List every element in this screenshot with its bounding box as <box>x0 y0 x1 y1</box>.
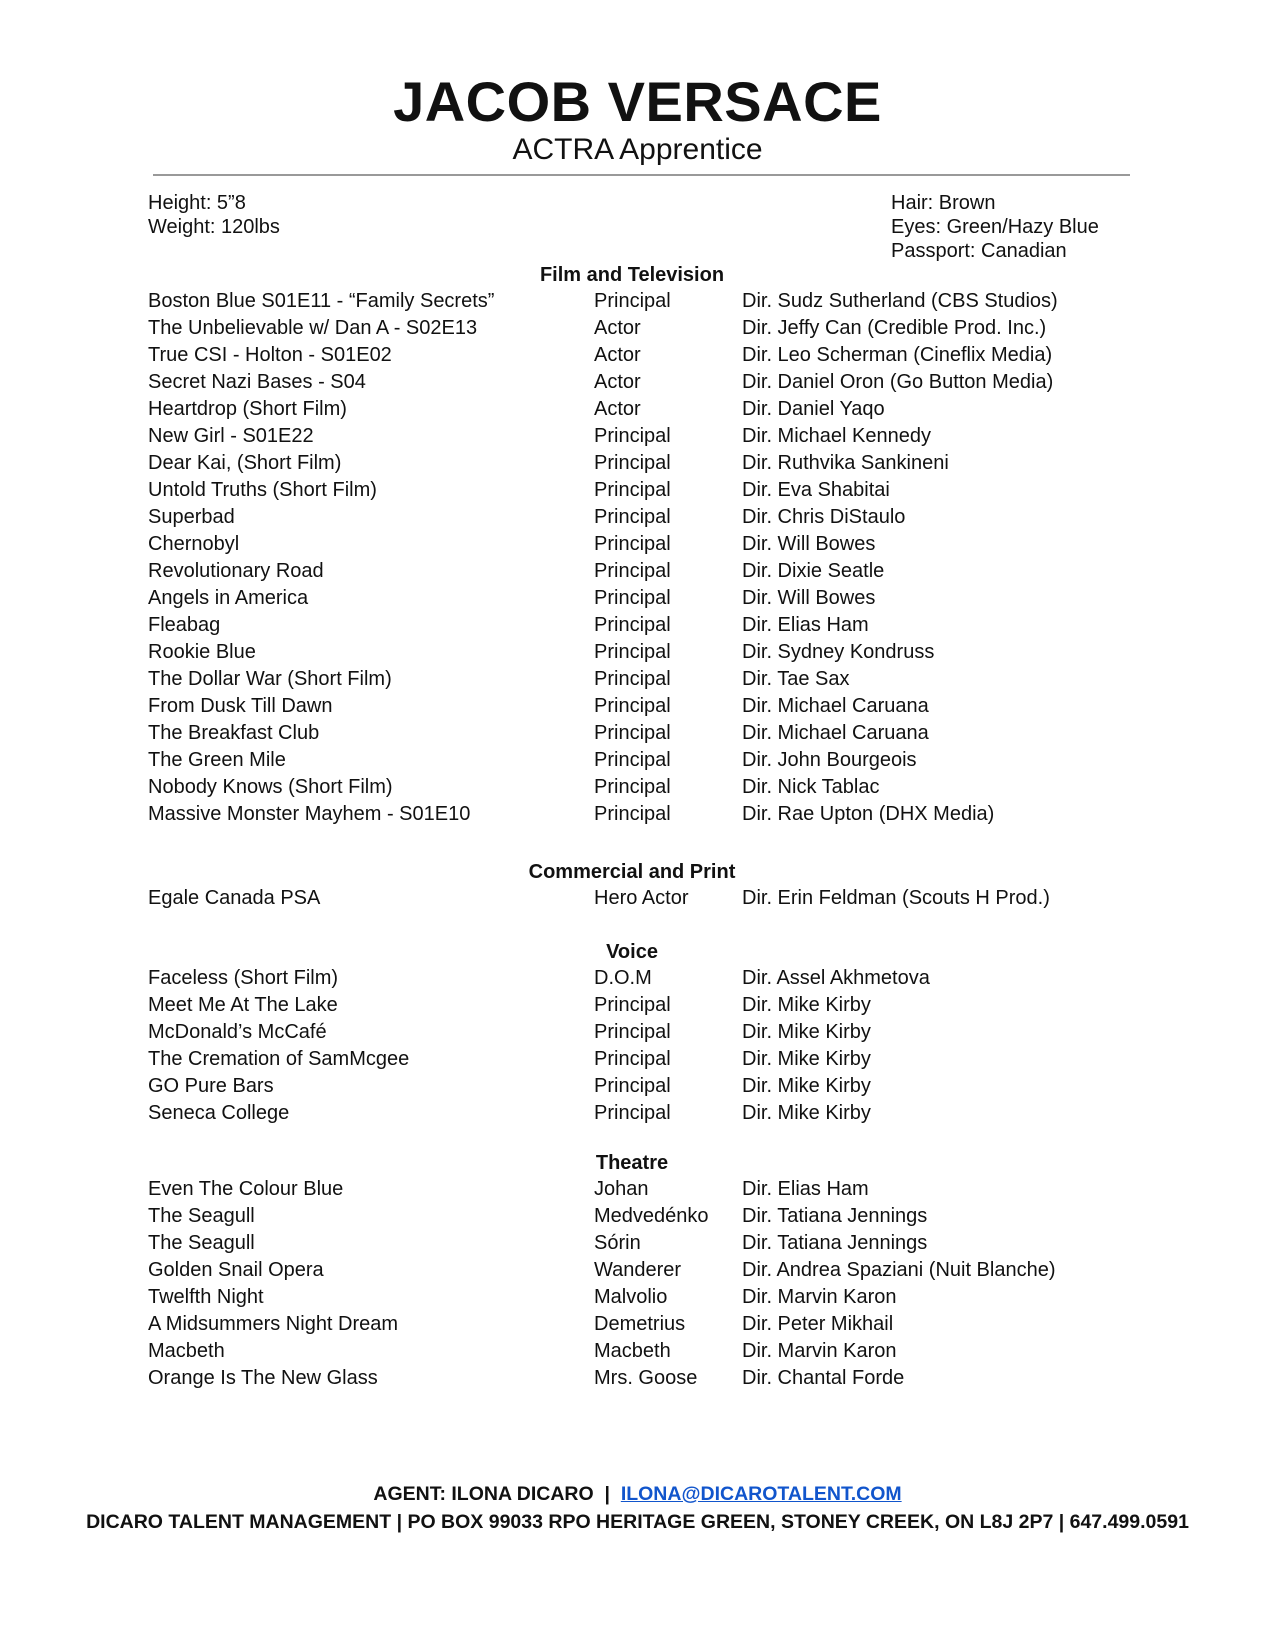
credit-title: Egale Canada PSA <box>148 887 321 909</box>
credit-row <box>148 1100 1116 1127</box>
credit-role: Actor <box>594 317 641 339</box>
credit-role: Medvedénko <box>594 1205 709 1227</box>
credit-role: Principal <box>594 533 671 555</box>
credit-role: Principal <box>594 641 671 663</box>
credit-title: A Midsummers Night Dream <box>148 1313 399 1335</box>
credit-role: Principal <box>594 425 671 447</box>
credit-row <box>148 747 1116 774</box>
credit-director: Dir. Leo Scherman (Cineflix Media) <box>742 344 1053 366</box>
hair-stat: Hair: Brown <box>891 192 996 214</box>
credit-role: Johan <box>594 1178 649 1200</box>
credit-row <box>148 639 1116 666</box>
header-divider <box>153 174 1130 176</box>
credit-row <box>148 315 1116 342</box>
credit-role: Demetrius <box>594 1313 686 1335</box>
credit-row <box>148 666 1116 693</box>
credit-role: Sórin <box>594 1232 641 1254</box>
footer-separator: | <box>604 1483 610 1505</box>
credit-role: Malvolio <box>594 1286 668 1308</box>
credit-role: Principal <box>594 560 671 582</box>
credit-director: Dir. Tae Sax <box>742 668 850 690</box>
credit-title: New Girl - S01E22 <box>148 425 314 447</box>
credit-director: Dir. Assel Akhmetova <box>742 967 930 989</box>
credit-director: Dir. Michael Caruana <box>742 695 929 717</box>
credit-title: The Cremation of SamMcgee <box>148 1048 410 1070</box>
credit-title: Nobody Knows (Short Film) <box>148 776 393 798</box>
credit-title: The Seagull <box>148 1232 255 1254</box>
credit-director: Dir. Michael Caruana <box>742 722 929 744</box>
credit-director: Dir. Daniel Yaqo <box>742 398 885 420</box>
credit-director: Dir. Tatiana Jennings <box>742 1232 928 1254</box>
credit-director: Dir. Eva Shabitai <box>742 479 890 501</box>
credit-title: Superbad <box>148 506 235 528</box>
credit-title: The Breakfast Club <box>148 722 320 744</box>
credit-role: Wanderer <box>594 1259 682 1281</box>
credit-director: Dir. Will Bowes <box>742 533 876 555</box>
credit-title: Golden Snail Opera <box>148 1259 324 1281</box>
section-voice <box>148 939 1116 1127</box>
credit-row <box>148 801 1116 828</box>
credit-title: Fleabag <box>148 614 221 636</box>
credit-row <box>148 450 1116 477</box>
credit-director: Dir. Marvin Karon <box>742 1286 897 1308</box>
credit-row <box>148 1176 1116 1203</box>
credit-role: Principal <box>594 695 671 717</box>
credit-director: Dir. Jeffy Can (Credible Prod. Inc.) <box>742 317 1047 339</box>
credit-role: Principal <box>594 776 671 798</box>
union-status: ACTRA Apprentice <box>512 133 763 166</box>
credit-role: Principal <box>594 290 671 312</box>
credit-row <box>148 1230 1116 1257</box>
credit-title: Angels in America <box>148 587 309 609</box>
credit-role: Principal <box>594 587 671 609</box>
credit-role: Mrs. Goose <box>594 1367 698 1389</box>
credit-director: Dir. Peter Mikhail <box>742 1313 894 1335</box>
credit-row <box>148 423 1116 450</box>
stats-left <box>148 191 280 239</box>
credit-role: Actor <box>594 344 641 366</box>
credit-role: Principal <box>594 506 671 528</box>
credit-row <box>148 1257 1116 1284</box>
credit-role: D.O.M <box>594 967 652 989</box>
eyes-stat: Eyes: Green/Hazy Blue <box>891 216 1099 238</box>
agent-email-link[interactable]: ILONA@DICAROTALENT.COM <box>620 1483 902 1505</box>
credit-title: Meet Me At The Lake <box>148 994 338 1016</box>
credit-row <box>148 1311 1116 1338</box>
agent-line <box>0 1480 1275 1508</box>
credit-director: Dir. Will Bowes <box>742 587 876 609</box>
credit-row <box>148 1046 1116 1073</box>
credit-row <box>148 992 1116 1019</box>
credit-title: Rookie Blue <box>148 641 256 663</box>
credit-title: McDonald’s McCafé <box>148 1021 327 1043</box>
credit-title: Faceless (Short Film) <box>148 967 339 989</box>
credit-title: Macbeth <box>148 1340 225 1362</box>
credit-director: Dir. Tatiana Jennings <box>742 1205 928 1227</box>
credit-row <box>148 531 1116 558</box>
credit-row <box>148 558 1116 585</box>
section-commercial-print <box>148 859 1116 912</box>
credit-role: Principal <box>594 1075 671 1097</box>
credit-row <box>148 585 1116 612</box>
credit-list <box>148 885 1116 912</box>
credit-title: The Dollar War (Short Film) <box>148 668 392 690</box>
credit-list <box>148 288 1116 828</box>
credit-list <box>148 1176 1116 1392</box>
credit-title: The Seagull <box>148 1205 255 1227</box>
credit-director: Dir. Andrea Spaziani (Nuit Blanche) <box>742 1259 1056 1281</box>
credit-row <box>148 612 1116 639</box>
section-title: Commercial and Print <box>528 861 736 883</box>
credit-row <box>148 1203 1116 1230</box>
credit-row <box>148 1365 1116 1392</box>
credit-role: Principal <box>594 722 671 744</box>
credit-role: Actor <box>594 371 641 393</box>
credit-director: Dir. John Bourgeois <box>742 749 917 771</box>
credit-title: Untold Truths (Short Film) <box>148 479 377 501</box>
credit-row <box>148 774 1116 801</box>
credit-row <box>148 504 1116 531</box>
credit-row <box>148 342 1116 369</box>
credit-director: Dir. Dixie Seatle <box>742 560 885 582</box>
credit-title: The Green Mile <box>148 749 286 771</box>
section-title: Voice <box>606 941 658 963</box>
passport-stat: Passport: Canadian <box>891 240 1067 262</box>
credit-director: Dir. Mike Kirby <box>742 1021 871 1043</box>
section-film-television <box>148 262 1116 828</box>
credit-director: Dir. Daniel Oron (Go Button Media) <box>742 371 1054 393</box>
credit-role: Hero Actor <box>594 887 689 909</box>
credit-row <box>148 1073 1116 1100</box>
credit-title: Orange Is The New Glass <box>148 1367 378 1389</box>
credit-title: Revolutionary Road <box>148 560 324 582</box>
credit-row <box>148 965 1116 992</box>
credit-role: Principal <box>594 749 671 771</box>
actor-name: JACOB VERSACE <box>393 70 882 133</box>
section-title: Theatre <box>595 1152 669 1174</box>
credit-role: Principal <box>594 614 671 636</box>
credit-row <box>148 1284 1116 1311</box>
credit-row <box>148 369 1116 396</box>
credit-director: Dir. Rae Upton (DHX Media) <box>742 803 995 825</box>
agent-name: AGENT: ILONA DICARO <box>373 1483 594 1505</box>
credit-title: Twelfth Night <box>148 1286 264 1308</box>
credit-title: GO Pure Bars <box>148 1075 274 1097</box>
credit-role: Principal <box>594 479 671 501</box>
credit-row <box>148 288 1116 315</box>
credit-director: Dir. Marvin Karon <box>742 1340 897 1362</box>
credit-director: Dir. Ruthvika Sankineni <box>742 452 949 474</box>
credit-title: Secret Nazi Bases - S04 <box>148 371 366 393</box>
credit-title: Massive Monster Mayhem - S01E10 <box>148 803 471 825</box>
credit-title: Boston Blue S01E11 - “Family Secrets” <box>148 290 495 312</box>
section-theatre <box>148 1150 1116 1392</box>
credit-director: Dir. Sudz Sutherland (CBS Studios) <box>742 290 1058 312</box>
credit-row <box>148 396 1116 423</box>
height-stat: Height: 5”8 <box>148 192 246 214</box>
section-title: Film and Television <box>539 264 725 286</box>
credit-director: Dir. Elias Ham <box>742 614 869 636</box>
weight-stat: Weight: 120lbs <box>148 216 280 238</box>
credit-title: The Unbelievable w/ Dan A - S02E13 <box>148 317 478 339</box>
credit-list <box>148 965 1116 1127</box>
credit-role: Principal <box>594 452 671 474</box>
credit-role: Principal <box>594 1048 671 1070</box>
credit-director: Dir. Mike Kirby <box>742 1102 871 1124</box>
stats-right <box>891 191 1099 263</box>
credit-row <box>148 885 1116 912</box>
credit-director: Dir. Chantal Forde <box>742 1367 905 1389</box>
credit-title: True CSI - Holton - S01E02 <box>148 344 392 366</box>
credit-role: Macbeth <box>594 1340 671 1362</box>
credit-role: Actor <box>594 398 641 420</box>
agency-contact-line: DICARO TALENT MANAGEMENT | PO BOX 99033 RPO HERITAGE GREEN, STONEY CREEK, ON L8J 2P7 | 647.499.0591 <box>86 1511 1189 1533</box>
credit-row <box>148 1019 1116 1046</box>
credit-director: Dir. Mike Kirby <box>742 994 871 1016</box>
credit-director: Dir. Sydney Kondruss <box>742 641 935 663</box>
credit-director: Dir. Elias Ham <box>742 1178 869 1200</box>
credit-row <box>148 477 1116 504</box>
credit-role: Principal <box>594 1102 671 1124</box>
credit-role: Principal <box>594 1021 671 1043</box>
credit-title: From Dusk Till Dawn <box>148 695 333 717</box>
credit-director: Dir. Nick Tablac <box>742 776 880 798</box>
credit-row <box>148 720 1116 747</box>
credit-director: Dir. Chris DiStaulo <box>742 506 906 528</box>
credit-role: Principal <box>594 803 671 825</box>
credit-director: Dir. Erin Feldman (Scouts H Prod.) <box>742 887 1050 909</box>
credit-title: Heartdrop (Short Film) <box>148 398 347 420</box>
credit-title: Seneca College <box>148 1102 290 1124</box>
credit-row <box>148 693 1116 720</box>
credit-title: Dear Kai, (Short Film) <box>148 452 342 474</box>
credit-row <box>148 1338 1116 1365</box>
credit-director: Dir. Mike Kirby <box>742 1075 871 1097</box>
credit-role: Principal <box>594 668 671 690</box>
credit-director: Dir. Mike Kirby <box>742 1048 871 1070</box>
credit-role: Principal <box>594 994 671 1016</box>
credit-title: Even The Colour Blue <box>148 1178 344 1200</box>
credit-title: Chernobyl <box>148 533 240 555</box>
credit-director: Dir. Michael Kennedy <box>742 425 931 447</box>
